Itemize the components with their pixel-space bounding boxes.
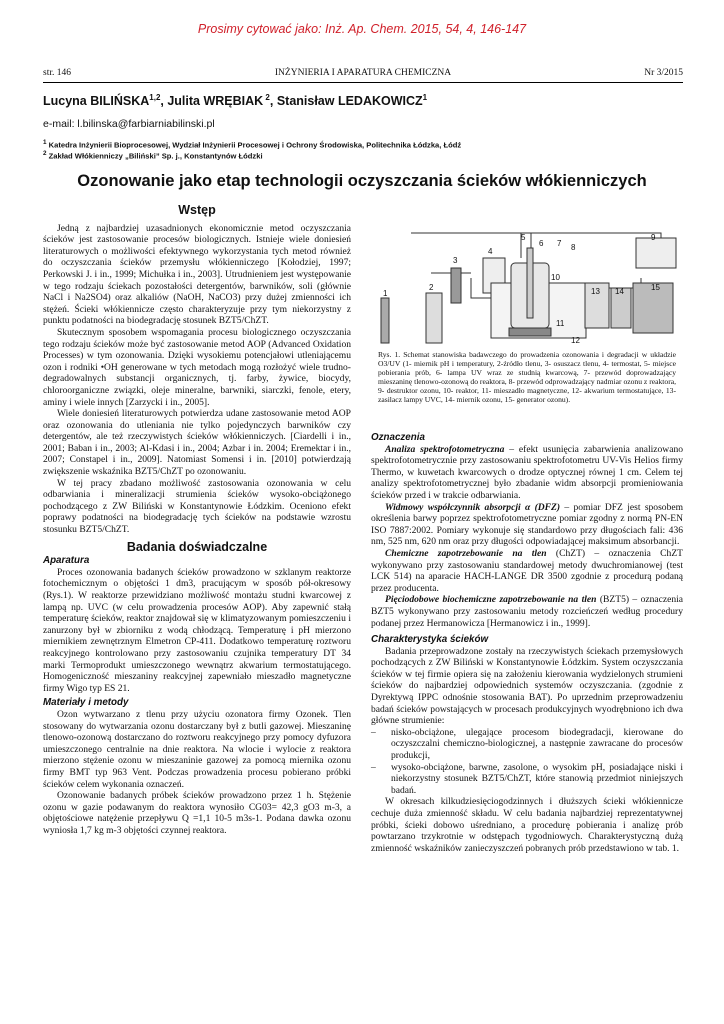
subsection-heading-materials: Materiały i metody xyxy=(43,697,129,709)
author-separator: , xyxy=(160,94,168,109)
apparatus-schematic-figure xyxy=(371,228,683,348)
affiliation-mark: 2 xyxy=(43,150,47,157)
affiliation-text: Katedra Inżynierii Bioprocesowej, Wydział Inżynierii Procesowej i Ochrony Środowiska, Politechnika Łódzka, Łódź xyxy=(46,140,462,150)
figure-label: 5 xyxy=(521,233,526,242)
header-rule xyxy=(43,82,683,83)
figure-label: 11 xyxy=(556,319,565,328)
figure-label: 7 xyxy=(557,239,562,248)
paragraph: W tej pracy zbadano możliwość zastosowania ozonowania w celu odbarwiania i mineralizacji strumienia ścieków wysoko-obciążonego pochodzącego z ZW Biliński w Konstantynowie Łódzkim. Oceniono efekt poprawy podatności na biodegradację tych ścieków na podstawie wzrostu stosunku BZT5/ChZT. xyxy=(43,477,351,536)
author-name: Stanisław LEDAKOWICZ xyxy=(276,94,423,109)
list-item-text: wysoko-obciążone, barwne, zasolone, o wysokim pH, posiadające niski i niekorzystny stosunek BZT5/ChZT, które stanowią przedmiot niniejszych badań. xyxy=(391,761,683,796)
author-name: Julita WRĘBIAK xyxy=(167,94,264,109)
paragraph-lead: Widmowy współczynnik absorpcji α (DFZ) xyxy=(385,501,561,513)
author-affiliation-mark: 2 xyxy=(263,93,270,102)
figure-label: 8 xyxy=(571,243,576,252)
paragraph: Badania przeprowadzone zostały na rzeczywistych ściekach przemysłowych pochodzących z ZW Biliński w Konstantynowie Łódzkim. System oczyszczania ścieków w tej firmie opiera się na założeniu kierowania wydzielonych strumieni ścieków do najbardziej odpowiednich systemów oczyszczania. (zgodnie z Dyrektywą IPPC odnośnie stosowania BAT). Po uprzednim przeprowadzeniu badań ścieków powstających w procesach produkcyjnych wyodrębniono ich dwa główne strumienie: xyxy=(371,645,683,727)
left-column xyxy=(43,205,351,836)
paragraph-lead: Chemiczne zapotrzebowanie na tlen xyxy=(385,547,547,559)
author-list xyxy=(43,93,427,108)
paragraph-body: – efekt usunięcia zabarwienia analizowano spektrofotometrycznie przy zastosowaniu spektrofotometru UV-Vis Helios firmy Thermo, w kuwetach kwarcowych o drodze optycznej równej 1 cm. Celem tej analizy spektrofotometrycznej było zbadanie widm absorpcji promieniowania ścieków przed i w trakcie odbarwiania. xyxy=(371,443,683,501)
list-item xyxy=(371,727,683,762)
figure-label: 13 xyxy=(591,287,600,296)
paragraph: Ozonowanie badanych próbek ścieków prowadzono przez 1 h. Stężenie ozonu w gazie podawanym do reaktora wynosiło CG03= 42,3 gO3 m-3, a objętościowe natężenie przepływu Q =1,1 10-5 m3s-1. Podana dawka ozonu wyniosła 1,7 kg m-3 objętości czynnej reaktora. xyxy=(43,790,351,836)
list-dash: – xyxy=(371,761,376,773)
list-dash: – xyxy=(371,726,376,738)
issue-number: Nr 3/2015 xyxy=(644,68,683,78)
paragraph xyxy=(371,502,683,548)
figure-label: 3 xyxy=(453,256,458,265)
figure-label: 15 xyxy=(651,283,660,292)
paper-title: Ozonowanie jako etap technologii oczyszczania ścieków włókienniczych xyxy=(77,172,647,190)
list-item xyxy=(371,762,683,797)
author-affiliation-mark: 1,2 xyxy=(149,93,161,102)
paragraph xyxy=(371,594,683,629)
right-column xyxy=(371,432,683,854)
contact-email: e-mail: l.bilinska@farbiarniabilinski.pl xyxy=(43,118,215,130)
page-number: str. 146 xyxy=(43,68,71,78)
author-separator: , xyxy=(269,94,277,109)
figure-label: 12 xyxy=(571,336,580,345)
subsection-heading-characteristics: Charakterystyka ścieków xyxy=(371,634,489,646)
paragraph xyxy=(371,444,683,502)
affiliation-2 xyxy=(43,150,263,161)
figure-label: 10 xyxy=(551,273,560,282)
figure-label: 14 xyxy=(615,287,624,296)
paragraph: W okresach kilkudziesięciogodzinnych i dłuższych ścieki włókiennicze cechuje duża zmienność składu. W celu badania najbardziej reprezentatywnej próbki, ścieki dobowo uśredniano, a procedurę pobierania i analizę prób powtarzano trzykrotnie w odstępach tygodniowych. Charakterystyczną dużą zmienność wskaźników zanieczyszczeń pobranych prób przedstawiono w tab. 1. xyxy=(371,796,683,854)
author-affiliation-mark: 1 xyxy=(422,93,428,102)
journal-name: INŻYNIERIA I APARATURA CHEMICZNA xyxy=(274,68,452,78)
affiliation-text: Zakład Włókienniczy „Biliński” Sp. j., Konstantynów Łódzki xyxy=(46,151,263,161)
paragraph: Skutecznym sposobem wspomagania procesu biologicznego oczyszczania tego rodzaju ścieków może być zastosowanie metod AOP (Advanced Oxidation Processes) w tym ozonowania. Dzięki wysokiemu potencjałowi utleniającemu ozon i rodniki •OH generowane w tych metodach mogą rozłożyć wiele trudno-degradowalnych substancji organicznych, tj. farby, żywice, biocydy, chloroorganiczne związki, oleje mineralne, barwniki, siarczki, fenole, etery, aminy i wiele innych [Zarzycki i in., 2005]. xyxy=(43,326,351,408)
paragraph: Wiele doniesień literaturowych potwierdza udane zastosowanie metod AOP oraz ozonowania do utleniania nie tylko pojedynczych barwników czy detergentów, ale też rzeczywistych ścieków włókienniczych. [Ciardelli i in., 2001; Baban i in., 2003; Al-Kdasi i in., 2004; Azbar i in. 2004; Eremektar i in., 2007; Constapel i in., 2009]. Natomiast Somensi i in. [2010] potwierdzają zwiększenie wskaźnika BZT5/ChZT po ozonowaniu. xyxy=(43,408,351,478)
citation-note: Prosimy cytować jako: Inż. Ap. Chem. 2015, 54, 4, 146-147 xyxy=(197,22,527,36)
author-name: Lucyna BILIŃSKA xyxy=(43,94,150,109)
paragraph-body: (ChZT) – oznaczenia ChZT wykonywano przy zastosowaniu standardowej metody dwuchromianowej (test LCK 514) na aparacie HACH-LANGE DR 3500 zgodnie z procedurą podaną przez producenta. xyxy=(371,547,683,594)
paragraph: Proces ozonowania badanych ścieków prowadzono w szklanym reaktorze fotochemicznym o objętości 1 dm3, pracującym w sposób pół-okresowy (Rys.1). W reaktorze przewidziano możliwość montażu studni kwarcowej z lampą np. UVC (w celu prowadzenia procesów AOP). Aby zapewnić stałą temperaturę ścieków, reaktor znajdował się w klimatyzowanym pomieszczeniu i zanurzony był w zbiorniku z wodą chłodzącą. Temperaturę i pH mierzono miernikiem zewnętrznym Elmetron CP-411. Dodatkowo temperaturę roztworu reakcyjnego kontrolowano przy zastosowaniu czujnika temperatury DT 34 marki Termoprodukt umieszczonego wewnątrz akwarium termostatującego. Homogeniczność mieszaniny reakcyjnej zapewniało mieszadło magnetyczne firmy Wigo typ ES 21. xyxy=(43,566,351,694)
paragraph-lead: Pięciodobowe biochemiczne zapotrzebowanie na tlen xyxy=(385,594,597,606)
paragraph-body: (BZT5) – oznaczenia BZT5 wykonywano przy zastosowaniu metody rozcieńczeń według procedury podanej przez Hermanowicza [Hermanowicz i in., 1999]. xyxy=(371,594,683,629)
affiliation-1 xyxy=(43,139,461,150)
figure-label: 4 xyxy=(488,247,493,256)
list-item-text: nisko-obciążone, ulegające procesom biodegradacji, kierowane do oczyszczalni chemiczno-biologicznej, a następnie zawracane do procesów produkcji, xyxy=(391,726,683,762)
affiliation-mark: 1 xyxy=(43,139,47,146)
paragraph: Ozon wytwarzano z tlenu przy użyciu ozonatora firmy Ozonek. Tlen stosowany do wytwarzania ozonu dostarczany był z butli gazowej. Mieszaninę tlenowo-ozonową dostarczano do roztworu reakcyjnego przy pomocy dyfuzora umieszczonego centralnie na dnie reaktora. Na wlocie i wylocie z reaktora mierzono stężenie ozonu w mieszaninie gazowej za pomocą miernika ozonu firmy BMT typ 963 Vent. Podczas prowadzenia procesu pobierano próbki ścieków celem wykonania oznaczeń. xyxy=(43,708,351,790)
subsection-heading-apparatus: Aparatura xyxy=(43,555,90,567)
running-head xyxy=(43,68,683,82)
figure-label: 9 xyxy=(651,233,656,242)
figure-label: 6 xyxy=(539,239,544,248)
figure-label: 2 xyxy=(429,283,434,292)
figure-caption: Rys. 1. Schemat stanowiska badawczego do prowadzenia ozonowania i degradacji w układzie O3/UV (1- miernik pH i temperatury, 2-źródło tlenu, 3- osuszacz tlenu, 4- termostat, 5- miejsce pobierania prób, 6- lampa UV wraz ze studnią kwarcową, 7- przewód doprowadzający mieszaninę tlenowo-ozonową do reaktora, 8- przewód odprowadzający nadmiar ozonu z reaktora, 9- destruktor ozonu, 10- reaktor, 11- mieszadło magnetyczne, 12- akwarium termostatujące, 13- zasilacz lampy UVC, 14- miernik ozonu, 15- generator ozonu). xyxy=(378,350,676,405)
paragraph-lead: Analiza spektrofotometryczna xyxy=(385,443,505,455)
subsection-heading-marks: Oznaczenia xyxy=(371,432,425,443)
figure-label: 1 xyxy=(383,289,388,298)
paragraph xyxy=(371,548,683,594)
section-heading-research: Badania doświadczalne xyxy=(126,539,268,554)
paragraph: Jedną z najbardziej uzasadnionych ekonomicznie metod oczyszczania ścieków jest zastosowanie procesów biologicznych. Istnieje wiele doniesień literaturowych o możliwości efektywnego wykorzystania tych metod również do oczyszczania ścieków przemysłu włókienniczego [Kołodziej, 1997; Perkowski J. i in., 1999; Michułka i in., 2003]. Utrudnieniem jest występowanie w tego rodzaju ściekach pozostałości detergentów, barwników, soli (głównie NaCl i Na2SO4) oraz alkaliów (NaOH, NaCO3) przy dużej zmienności ich stężeń. Ścieki włókiennicze często charakteryzuje przy tym niekorzystny z punktu podatności na biodegradację stosunek BZT5/ChZT. xyxy=(43,222,351,327)
paragraph-body: – pomiar DFZ jest sposobem określenia barwy poprzez spektrofotometryczne pomiar zgodny z normą PN-EN ISO 7887:2002. Pomiary wykonuje się standardowo przy długościach fali: 436 nm, 525 nm, 620 nm oraz przy długości odpowiadającej maksimum absorbancji. xyxy=(371,501,684,548)
section-heading-intro: Wstęp xyxy=(178,203,216,217)
